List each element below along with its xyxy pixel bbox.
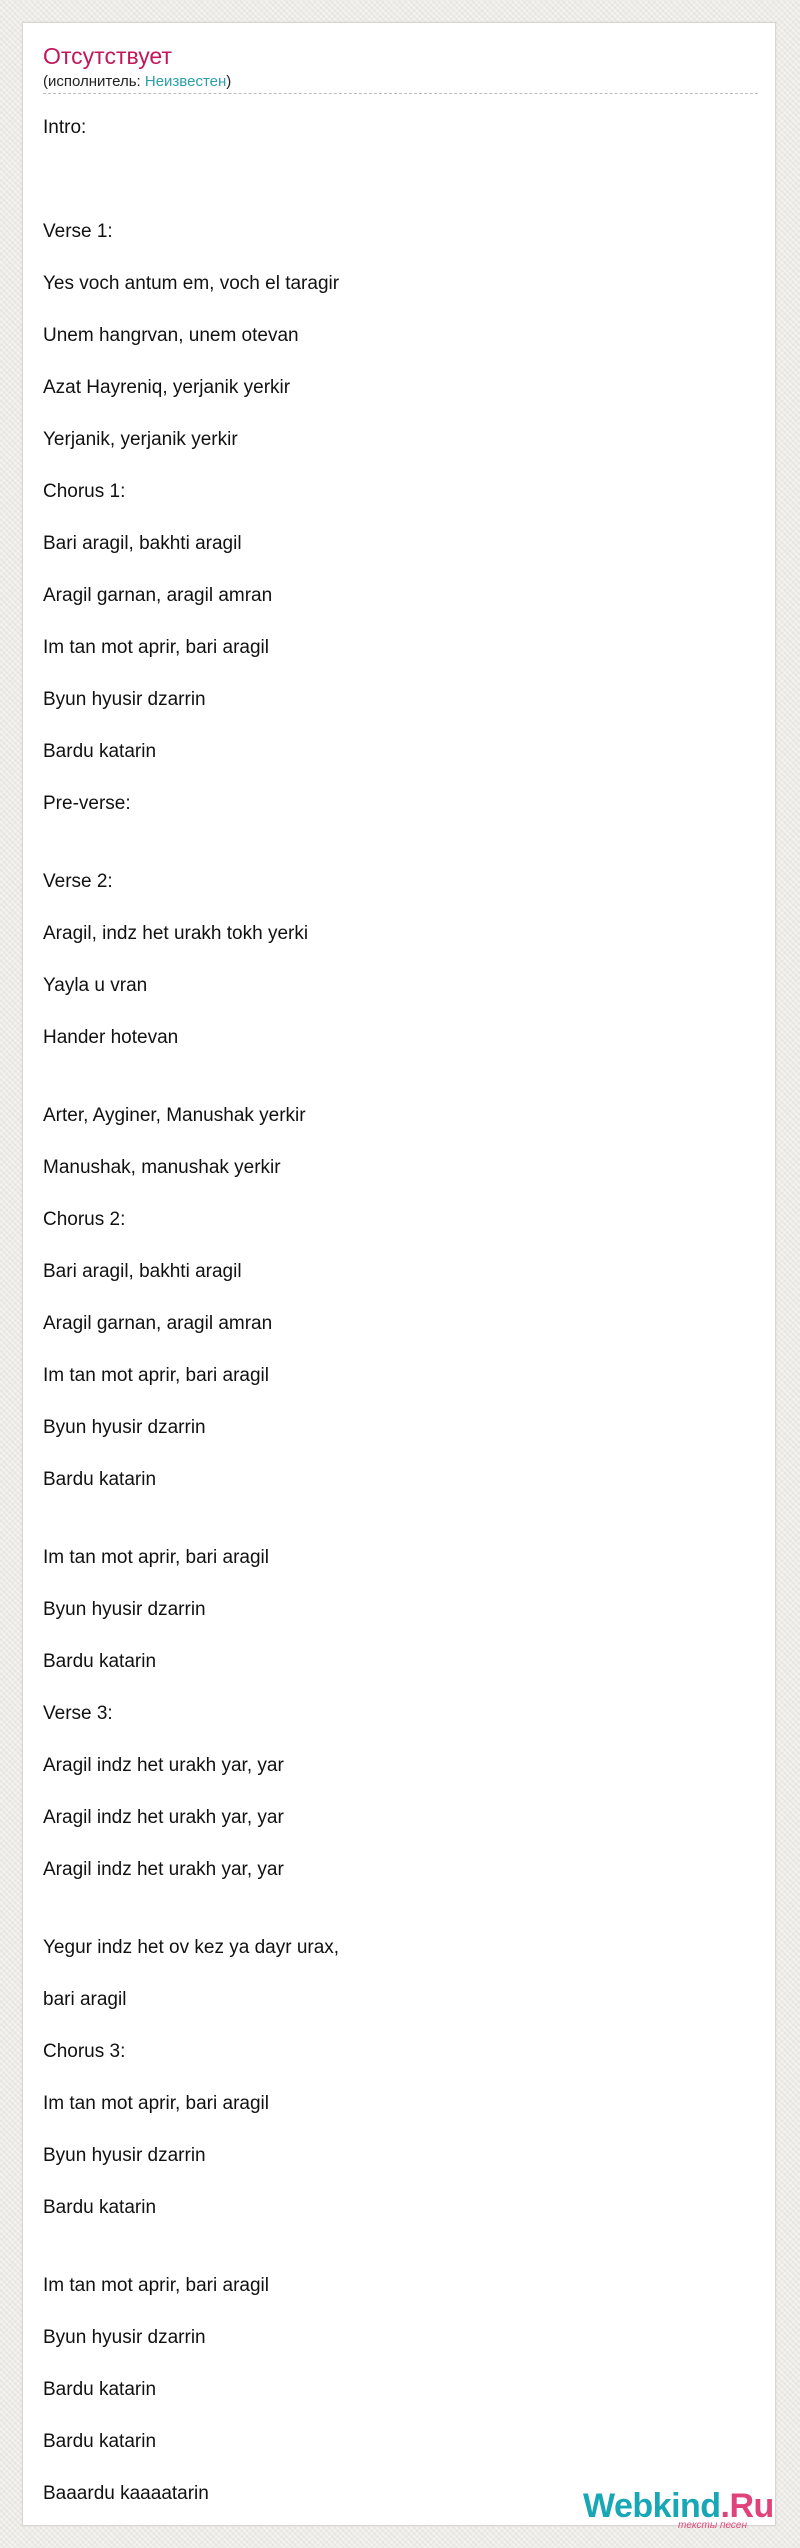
lyric-line: Bardu katarin: [43, 1651, 157, 1672]
lyric-line: Aragil indz het urakh yar, yar: [43, 1807, 284, 1828]
lyric-line: Arter, Ayginer, Manushak yerkir: [43, 1105, 306, 1126]
title-divider: [43, 93, 758, 94]
webkind-logo[interactable]: [583, 2486, 773, 2534]
lyric-line: Bardu katarin: [43, 2431, 157, 2452]
lyric-line: Chorus 1:: [43, 481, 126, 502]
song-title: Отсутствует: [43, 43, 172, 69]
lyric-line: Baaardu kaaaatarin: [43, 2483, 209, 2504]
lyric-line: Byun hyusir dzarrin: [43, 689, 206, 710]
lyric-line: Chorus 2:: [43, 1209, 126, 1230]
lyric-line: Bardu katarin: [43, 1469, 157, 1490]
logo-tagline: тексты песен: [678, 2520, 747, 2531]
lyric-line: Manushak, manushak yerkir: [43, 1157, 281, 1178]
lyric-line: Bari aragil, bakhti aragil: [43, 1261, 242, 1282]
lyric-line: Chorus 3:: [43, 2041, 126, 2062]
artist-line: [43, 73, 231, 91]
lyric-line: Byun hyusir dzarrin: [43, 2327, 206, 2348]
lyric-line: Byun hyusir dzarrin: [43, 1417, 206, 1438]
lyric-line: Intro:: [43, 117, 87, 138]
lyric-line: Im tan mot aprir, bari aragil: [43, 2093, 269, 2114]
lyric-line: Im tan mot aprir, bari aragil: [43, 2275, 269, 2296]
lyrics-card: [22, 22, 776, 2526]
lyric-line: Pre-verse:: [43, 793, 131, 814]
artist-prefix: (исполнитель:: [43, 73, 145, 90]
lyric-line: Im tan mot aprir, bari aragil: [43, 1547, 269, 1568]
lyric-line: bari aragil: [43, 1989, 127, 2010]
lyric-line: Yes voch antum em, voch el taragir: [43, 273, 340, 294]
lyric-line: Azat Hayreniq, yerjanik yerkir: [43, 377, 291, 398]
lyric-line: Aragil, indz het urakh tokh yerki: [43, 923, 309, 944]
lyric-line: Aragil garnan, aragil amran: [43, 1313, 273, 1334]
lyric-line: Bardu katarin: [43, 741, 157, 762]
artist-suffix: ): [226, 73, 232, 90]
lyric-line: Byun hyusir dzarrin: [43, 2145, 206, 2166]
lyric-line: Im tan mot aprir, bari aragil: [43, 637, 269, 658]
lyric-line: Hander hotevan: [43, 1027, 179, 1048]
lyric-line: Verse 3:: [43, 1703, 113, 1724]
logo-main-text: Webkind: [583, 2487, 721, 2525]
lyric-line: Yayla u vran: [43, 975, 148, 996]
lyric-line: Verse 2:: [43, 871, 113, 892]
lyric-line: Bardu katarin: [43, 2379, 157, 2400]
lyric-line: Yegur indz het ov kez ya dayr urax,: [43, 1937, 340, 1958]
lyric-line: Verse 1:: [43, 221, 113, 242]
lyric-line: Yerjanik, yerjanik yerkir: [43, 429, 238, 450]
lyric-line: Bari aragil, bakhti aragil: [43, 533, 242, 554]
lyric-line: Unem hangrvan, unem otevan: [43, 325, 299, 346]
artist-link[interactable]: Неизвестен: [144, 73, 227, 90]
logo-suffix: .Ru: [720, 2487, 774, 2525]
lyric-line: Byun hyusir dzarrin: [43, 1599, 206, 1620]
lyric-line: Aragil indz het urakh yar, yar: [43, 1755, 284, 1776]
lyric-line: Bardu katarin: [43, 2197, 157, 2218]
lyric-line: Aragil indz het urakh yar, yar: [43, 1859, 284, 1880]
lyric-line: Im tan mot aprir, bari aragil: [43, 1365, 269, 1386]
lyric-line: Aragil garnan, aragil amran: [43, 585, 273, 606]
